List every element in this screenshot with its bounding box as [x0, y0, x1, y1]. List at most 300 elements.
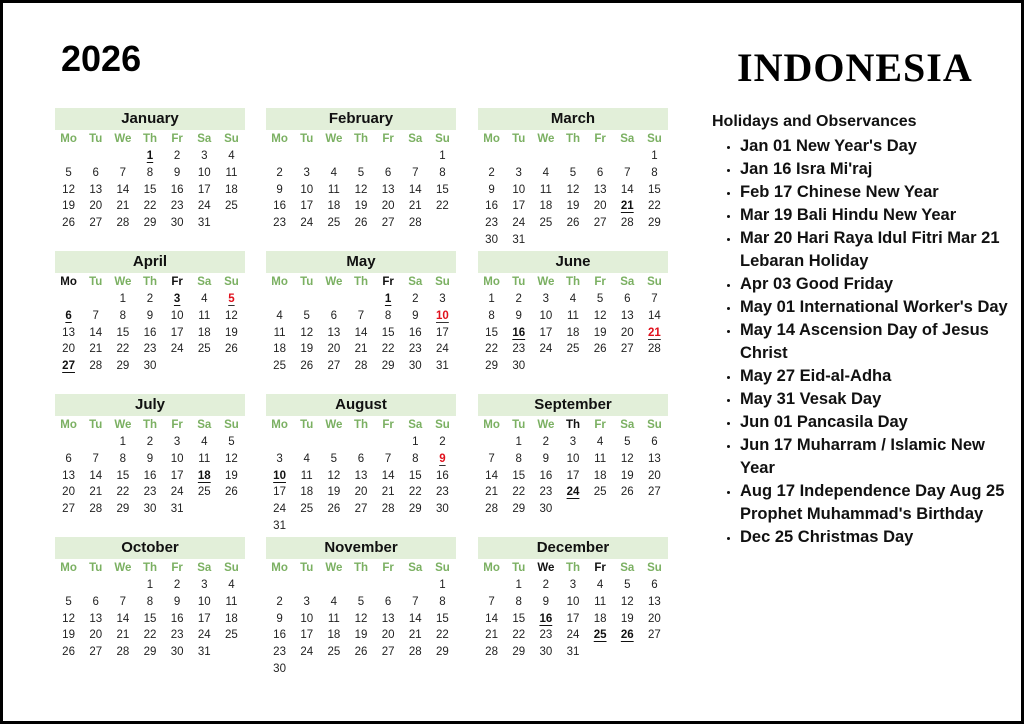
month-march — [478, 108, 668, 249]
day-cell: 9 — [146, 452, 154, 465]
weekday-label: Mo — [271, 276, 288, 288]
empty-cell — [293, 291, 320, 308]
day-cell: 29 — [408, 503, 422, 516]
empty-cell — [375, 577, 402, 594]
month-days-grid — [55, 130, 245, 232]
day-cell: 8 — [439, 595, 446, 608]
holiday-item: • Dec 25 Christmas Day — [740, 526, 1012, 549]
month-title: September — [478, 394, 668, 416]
day-cell: 17 — [170, 469, 184, 482]
day-cell: 8 — [651, 166, 658, 179]
month-days-grid — [266, 130, 456, 232]
day-cell: 13 — [62, 326, 75, 339]
weekday-label: Sa — [620, 562, 635, 574]
day-cell: 29 — [143, 646, 157, 659]
empty-cell — [82, 434, 109, 451]
day-cell: 22 — [408, 486, 422, 499]
weekday-label: Mo — [483, 276, 500, 288]
empty-cell — [320, 148, 347, 165]
day-cell: 28 — [408, 646, 422, 659]
day-cell: 30 — [143, 503, 157, 516]
day-cell: 5 — [569, 166, 577, 179]
day-cell: 13 — [381, 183, 395, 196]
day-cell: 17 — [566, 469, 580, 482]
day-cell: 18 — [539, 200, 553, 213]
day-cell: 11 — [225, 166, 238, 179]
empty-cell — [266, 291, 293, 308]
weekday-label: Fr — [382, 276, 394, 288]
day-cell: 21 — [408, 629, 422, 642]
day-cell: 17 — [300, 200, 314, 213]
day-cell: 19 — [354, 629, 368, 642]
weekday-label: Su — [224, 133, 239, 145]
empty-cell — [55, 434, 82, 451]
day-cell: 25 — [273, 360, 286, 373]
day-cell: 5 — [65, 166, 72, 179]
day-cell: 1 — [488, 293, 495, 305]
weekday-label: Su — [224, 562, 239, 574]
empty-cell — [587, 148, 614, 165]
day-cell: 28 — [648, 343, 661, 356]
day-cell: 26 — [354, 217, 368, 230]
empty-cell — [478, 148, 505, 165]
weekday-label: Sa — [620, 419, 635, 431]
day-cell: 17 — [566, 612, 580, 625]
day-cell: 19 — [354, 200, 368, 213]
weekday-label: Sa — [197, 133, 212, 145]
day-cell: 26 — [327, 503, 341, 516]
day-cell: 18 — [593, 469, 607, 482]
weekday-label: Su — [224, 419, 239, 431]
holiday-item: • Jan 16 Isra Mi'raj — [740, 158, 1012, 181]
day-cell: 14 — [408, 612, 422, 625]
day-cell: 2 — [488, 166, 495, 179]
day-cell: 20 — [648, 612, 661, 625]
day-cell: 13 — [620, 309, 634, 322]
weekday-label: Tu — [300, 276, 314, 288]
day-cell: 15 — [485, 326, 498, 339]
day-cell: 3 — [276, 452, 283, 465]
day-cell: 2 — [412, 293, 419, 305]
weekday-label: Fr — [594, 419, 606, 431]
day-cell: 30 — [539, 646, 553, 659]
day-cell: 28 — [354, 360, 368, 373]
empty-cell — [320, 434, 347, 451]
day-cell: 19 — [620, 612, 634, 625]
day-cell: 5 — [303, 309, 310, 322]
day-cell: 24 — [170, 486, 184, 499]
day-cell: 24 — [512, 217, 526, 230]
day-cell: 1 — [384, 293, 392, 305]
day-cell: 15 — [512, 469, 526, 482]
day-cell: 6 — [651, 579, 658, 591]
day-cell: 26 — [620, 486, 634, 499]
month-title: July — [55, 394, 245, 416]
weekday-label: Fr — [594, 276, 606, 288]
day-cell: 20 — [354, 486, 368, 499]
day-cell: 14 — [116, 183, 130, 196]
day-cell: 19 — [300, 343, 314, 356]
day-cell: 29 — [116, 503, 130, 516]
day-cell: 2 — [439, 436, 446, 448]
weekday-label: Su — [435, 276, 450, 288]
month-june — [478, 251, 668, 375]
weekday-label: Fr — [382, 562, 394, 574]
day-cell: 21 — [620, 200, 634, 213]
day-cell: 25 — [593, 486, 607, 499]
day-cell: 22 — [143, 200, 157, 213]
day-cell: 20 — [327, 343, 341, 356]
empty-cell — [266, 434, 293, 451]
day-cell: 15 — [436, 183, 449, 196]
weekday-label: Fr — [171, 276, 183, 288]
day-cell: 9 — [439, 452, 446, 465]
weekday-label: We — [325, 419, 343, 431]
day-cell: 12 — [300, 326, 314, 339]
day-cell: 22 — [512, 629, 526, 642]
weekday-label: Th — [353, 419, 369, 431]
month-days-grid — [266, 559, 456, 678]
day-cell: 5 — [65, 595, 72, 608]
day-cell: 10 — [300, 183, 314, 196]
day-cell: 20 — [381, 629, 395, 642]
day-cell: 24 — [566, 486, 580, 499]
day-cell: 20 — [62, 486, 75, 499]
month-days-grid — [55, 559, 245, 661]
day-cell: 16 — [143, 326, 157, 339]
day-cell: 19 — [620, 469, 634, 482]
weekday-label: Th — [142, 276, 158, 288]
weekday-label: Fr — [171, 562, 183, 574]
day-cell: 16 — [408, 326, 422, 339]
month-title: November — [266, 537, 456, 559]
day-cell: 10 — [300, 612, 314, 625]
weekday-label: Sa — [197, 562, 212, 574]
weekday-label: Su — [647, 133, 662, 145]
day-cell: 14 — [485, 469, 498, 482]
empty-cell — [402, 148, 429, 165]
day-cell: 15 — [408, 469, 422, 482]
day-cell: 21 — [116, 629, 130, 642]
empty-cell — [478, 577, 505, 594]
day-cell: 7 — [412, 166, 419, 179]
empty-cell — [55, 577, 82, 594]
day-cell: 26 — [620, 629, 634, 642]
day-cell: 17 — [197, 612, 211, 625]
day-cell: 29 — [116, 360, 130, 373]
day-cell: 19 — [327, 486, 341, 499]
weekday-label: Sa — [620, 133, 635, 145]
day-cell: 17 — [436, 326, 449, 339]
day-cell: 6 — [357, 452, 365, 465]
weekday-label: Tu — [89, 133, 103, 145]
day-cell: 28 — [89, 360, 103, 373]
weekday-label: Tu — [512, 419, 526, 431]
day-cell: 16 — [273, 200, 286, 213]
day-cell: 18 — [225, 183, 238, 196]
day-cell: 5 — [357, 595, 365, 608]
day-cell: 16 — [143, 469, 157, 482]
day-cell: 2 — [515, 293, 522, 305]
day-cell: 27 — [89, 646, 103, 659]
month-november — [266, 537, 456, 678]
weekday-label: Su — [647, 562, 662, 574]
day-cell: 12 — [327, 469, 341, 482]
weekday-label: Mo — [483, 419, 500, 431]
day-cell: 19 — [62, 629, 75, 642]
day-cell: 22 — [116, 343, 130, 356]
holiday-item: • Mar 20 Hari Raya Idul Fitri Mar 21 Lebaran Holiday — [740, 227, 1012, 273]
holiday-item: • Jun 17 Muharram / Islamic New Year — [740, 434, 1012, 480]
day-cell: 18 — [197, 326, 211, 339]
day-cell: 1 — [412, 436, 419, 448]
day-cell: 11 — [300, 469, 313, 482]
day-cell: 14 — [354, 326, 368, 339]
day-cell: 2 — [146, 436, 154, 448]
day-cell: 28 — [116, 217, 130, 230]
day-cell: 15 — [436, 612, 449, 625]
day-cell: 13 — [89, 612, 103, 625]
day-cell: 6 — [92, 595, 99, 608]
day-cell: 24 — [436, 343, 449, 356]
day-cell: 23 — [143, 343, 157, 356]
day-cell: 29 — [381, 360, 395, 373]
day-cell: 11 — [273, 326, 286, 339]
holiday-item: • Feb 17 Chinese New Year — [740, 181, 1012, 204]
day-cell: 22 — [143, 629, 157, 642]
holiday-item: • May 31 Vesak Day — [740, 388, 1012, 411]
month-title: December — [478, 537, 668, 559]
day-cell: 16 — [436, 469, 449, 482]
day-cell: 9 — [542, 452, 550, 465]
day-cell: 22 — [512, 486, 526, 499]
day-cell: 20 — [620, 326, 634, 339]
day-cell: 16 — [539, 469, 553, 482]
day-cell: 21 — [354, 343, 368, 356]
weekday-label: Th — [142, 419, 158, 431]
day-cell: 15 — [143, 612, 157, 625]
day-cell: 15 — [512, 612, 526, 625]
day-cell: 13 — [381, 612, 395, 625]
weekday-label: Su — [435, 562, 450, 574]
empty-cell — [320, 291, 347, 308]
weekday-label: Th — [353, 562, 369, 574]
month-days-grid — [478, 559, 668, 661]
day-cell: 1 — [146, 579, 154, 591]
weekday-label: Sa — [620, 276, 635, 288]
day-cell: 29 — [512, 646, 526, 659]
day-cell: 14 — [89, 326, 103, 339]
day-cell: 25 — [197, 343, 211, 356]
weekday-label: Th — [142, 562, 158, 574]
day-cell: 13 — [593, 183, 607, 196]
weekday-label: Fr — [382, 133, 394, 145]
day-cell: 11 — [327, 612, 340, 625]
day-cell: 3 — [173, 436, 181, 448]
day-cell: 13 — [648, 595, 661, 608]
day-cell: 8 — [515, 595, 522, 608]
weekday-label: Mo — [271, 562, 288, 574]
weekday-label: Mo — [60, 133, 77, 145]
day-cell: 16 — [170, 183, 184, 196]
day-cell: 31 — [436, 360, 449, 373]
day-cell: 11 — [567, 309, 579, 322]
weekday-label: Th — [565, 276, 581, 288]
day-cell: 23 — [539, 629, 553, 642]
day-cell: 10 — [436, 309, 449, 322]
weekday-label: Th — [353, 133, 369, 145]
day-cell: 26 — [593, 343, 607, 356]
day-cell: 11 — [198, 309, 211, 322]
day-cell: 28 — [408, 217, 422, 230]
weekday-label: Fr — [171, 419, 183, 431]
day-cell: 10 — [170, 452, 184, 465]
holiday-item: • Jun 01 Pancasila Day — [740, 411, 1012, 434]
empty-cell — [505, 148, 532, 165]
day-cell: 20 — [89, 200, 103, 213]
day-cell: 7 — [92, 309, 99, 322]
empty-cell — [109, 148, 136, 165]
day-cell: 28 — [381, 503, 395, 516]
day-cell: 25 — [225, 629, 238, 642]
day-cell: 4 — [330, 166, 338, 179]
weekday-label: Fr — [594, 133, 606, 145]
day-cell: 3 — [303, 166, 310, 179]
day-cell: 31 — [566, 646, 580, 659]
day-cell: 9 — [412, 309, 419, 322]
day-cell: 9 — [146, 309, 154, 322]
day-cell: 6 — [330, 309, 338, 322]
holiday-item: • May 01 International Worker's Day — [740, 296, 1012, 319]
weekday-label: Tu — [89, 419, 103, 431]
day-cell: 10 — [539, 309, 553, 322]
weekday-label: Sa — [408, 276, 423, 288]
day-cell: 10 — [566, 452, 580, 465]
empty-cell — [532, 148, 559, 165]
empty-cell — [266, 148, 293, 165]
day-cell: 10 — [197, 595, 211, 608]
day-cell: 3 — [569, 436, 577, 448]
day-cell: 22 — [436, 629, 449, 642]
day-cell: 14 — [381, 469, 395, 482]
weekday-label: Th — [565, 419, 581, 431]
day-cell: 13 — [327, 326, 341, 339]
day-cell: 14 — [89, 469, 103, 482]
weekday-label: Tu — [300, 562, 314, 574]
day-cell: 3 — [303, 595, 310, 608]
day-cell: 8 — [119, 452, 127, 465]
month-days-grid — [55, 273, 245, 375]
weekday-label: Mo — [60, 562, 77, 574]
month-days-grid — [266, 273, 456, 375]
day-cell: 21 — [648, 326, 661, 339]
day-cell: 23 — [539, 486, 553, 499]
day-cell: 25 — [593, 629, 607, 642]
day-cell: 7 — [488, 595, 495, 608]
day-cell: 24 — [539, 343, 553, 356]
day-cell: 19 — [62, 200, 75, 213]
day-cell: 4 — [569, 293, 577, 305]
empty-cell — [82, 291, 109, 308]
day-cell: 24 — [273, 503, 286, 516]
weekday-label: Tu — [512, 133, 526, 145]
day-cell: 15 — [381, 326, 395, 339]
day-cell: 28 — [116, 646, 130, 659]
day-cell: 12 — [620, 452, 634, 465]
day-cell: 12 — [593, 309, 607, 322]
day-cell: 29 — [143, 217, 157, 230]
day-cell: 29 — [648, 217, 661, 230]
day-cell: 3 — [569, 579, 577, 591]
day-cell: 21 — [485, 629, 498, 642]
empty-cell — [402, 577, 429, 594]
weekday-label: Su — [435, 133, 450, 145]
weekday-label: Sa — [408, 133, 423, 145]
day-cell: 6 — [65, 309, 72, 322]
empty-cell — [82, 148, 109, 165]
weekday-label: Tu — [512, 562, 526, 574]
holidays-heading: Holidays and Observances — [712, 113, 917, 130]
day-cell: 2 — [146, 293, 154, 305]
weekday-label: We — [114, 562, 132, 574]
day-cell: 25 — [197, 486, 211, 499]
day-cell: 10 — [197, 166, 211, 179]
day-cell: 26 — [62, 217, 75, 230]
day-cell: 27 — [381, 646, 395, 659]
day-cell: 20 — [593, 200, 607, 213]
day-cell: 8 — [412, 452, 419, 465]
day-cell: 31 — [273, 519, 286, 532]
day-cell: 19 — [593, 326, 607, 339]
month-title: April — [55, 251, 245, 273]
day-cell: 1 — [651, 150, 658, 162]
month-title: March — [478, 108, 668, 130]
day-cell: 27 — [62, 503, 75, 516]
day-cell: 20 — [648, 469, 661, 482]
day-cell: 24 — [566, 629, 580, 642]
day-cell: 28 — [89, 503, 103, 516]
day-cell: 16 — [539, 612, 553, 625]
day-cell: 10 — [273, 469, 286, 482]
day-cell: 4 — [542, 166, 550, 179]
month-september — [478, 394, 668, 518]
weekday-label: Su — [647, 276, 662, 288]
day-cell: 1 — [439, 150, 446, 162]
day-cell: 4 — [276, 309, 283, 322]
day-cell: 7 — [92, 452, 99, 465]
day-cell: 5 — [357, 166, 365, 179]
day-cell: 27 — [89, 217, 103, 230]
day-cell: 2 — [542, 579, 550, 591]
day-cell: 7 — [488, 452, 495, 465]
weekday-label: Tu — [89, 562, 103, 574]
day-cell: 3 — [515, 166, 522, 179]
weekday-label: We — [114, 133, 132, 145]
month-august — [266, 394, 456, 535]
day-cell: 16 — [273, 629, 286, 642]
day-cell: 11 — [198, 452, 211, 465]
day-cell: 14 — [408, 183, 422, 196]
month-october — [55, 537, 245, 661]
holidays-list — [712, 135, 1012, 549]
month-title: August — [266, 394, 456, 416]
day-cell: 2 — [173, 150, 181, 162]
day-cell: 1 — [515, 436, 522, 448]
day-cell: 11 — [225, 595, 238, 608]
weekday-label: We — [325, 133, 343, 145]
day-cell: 9 — [542, 595, 550, 608]
day-cell: 14 — [648, 309, 661, 322]
